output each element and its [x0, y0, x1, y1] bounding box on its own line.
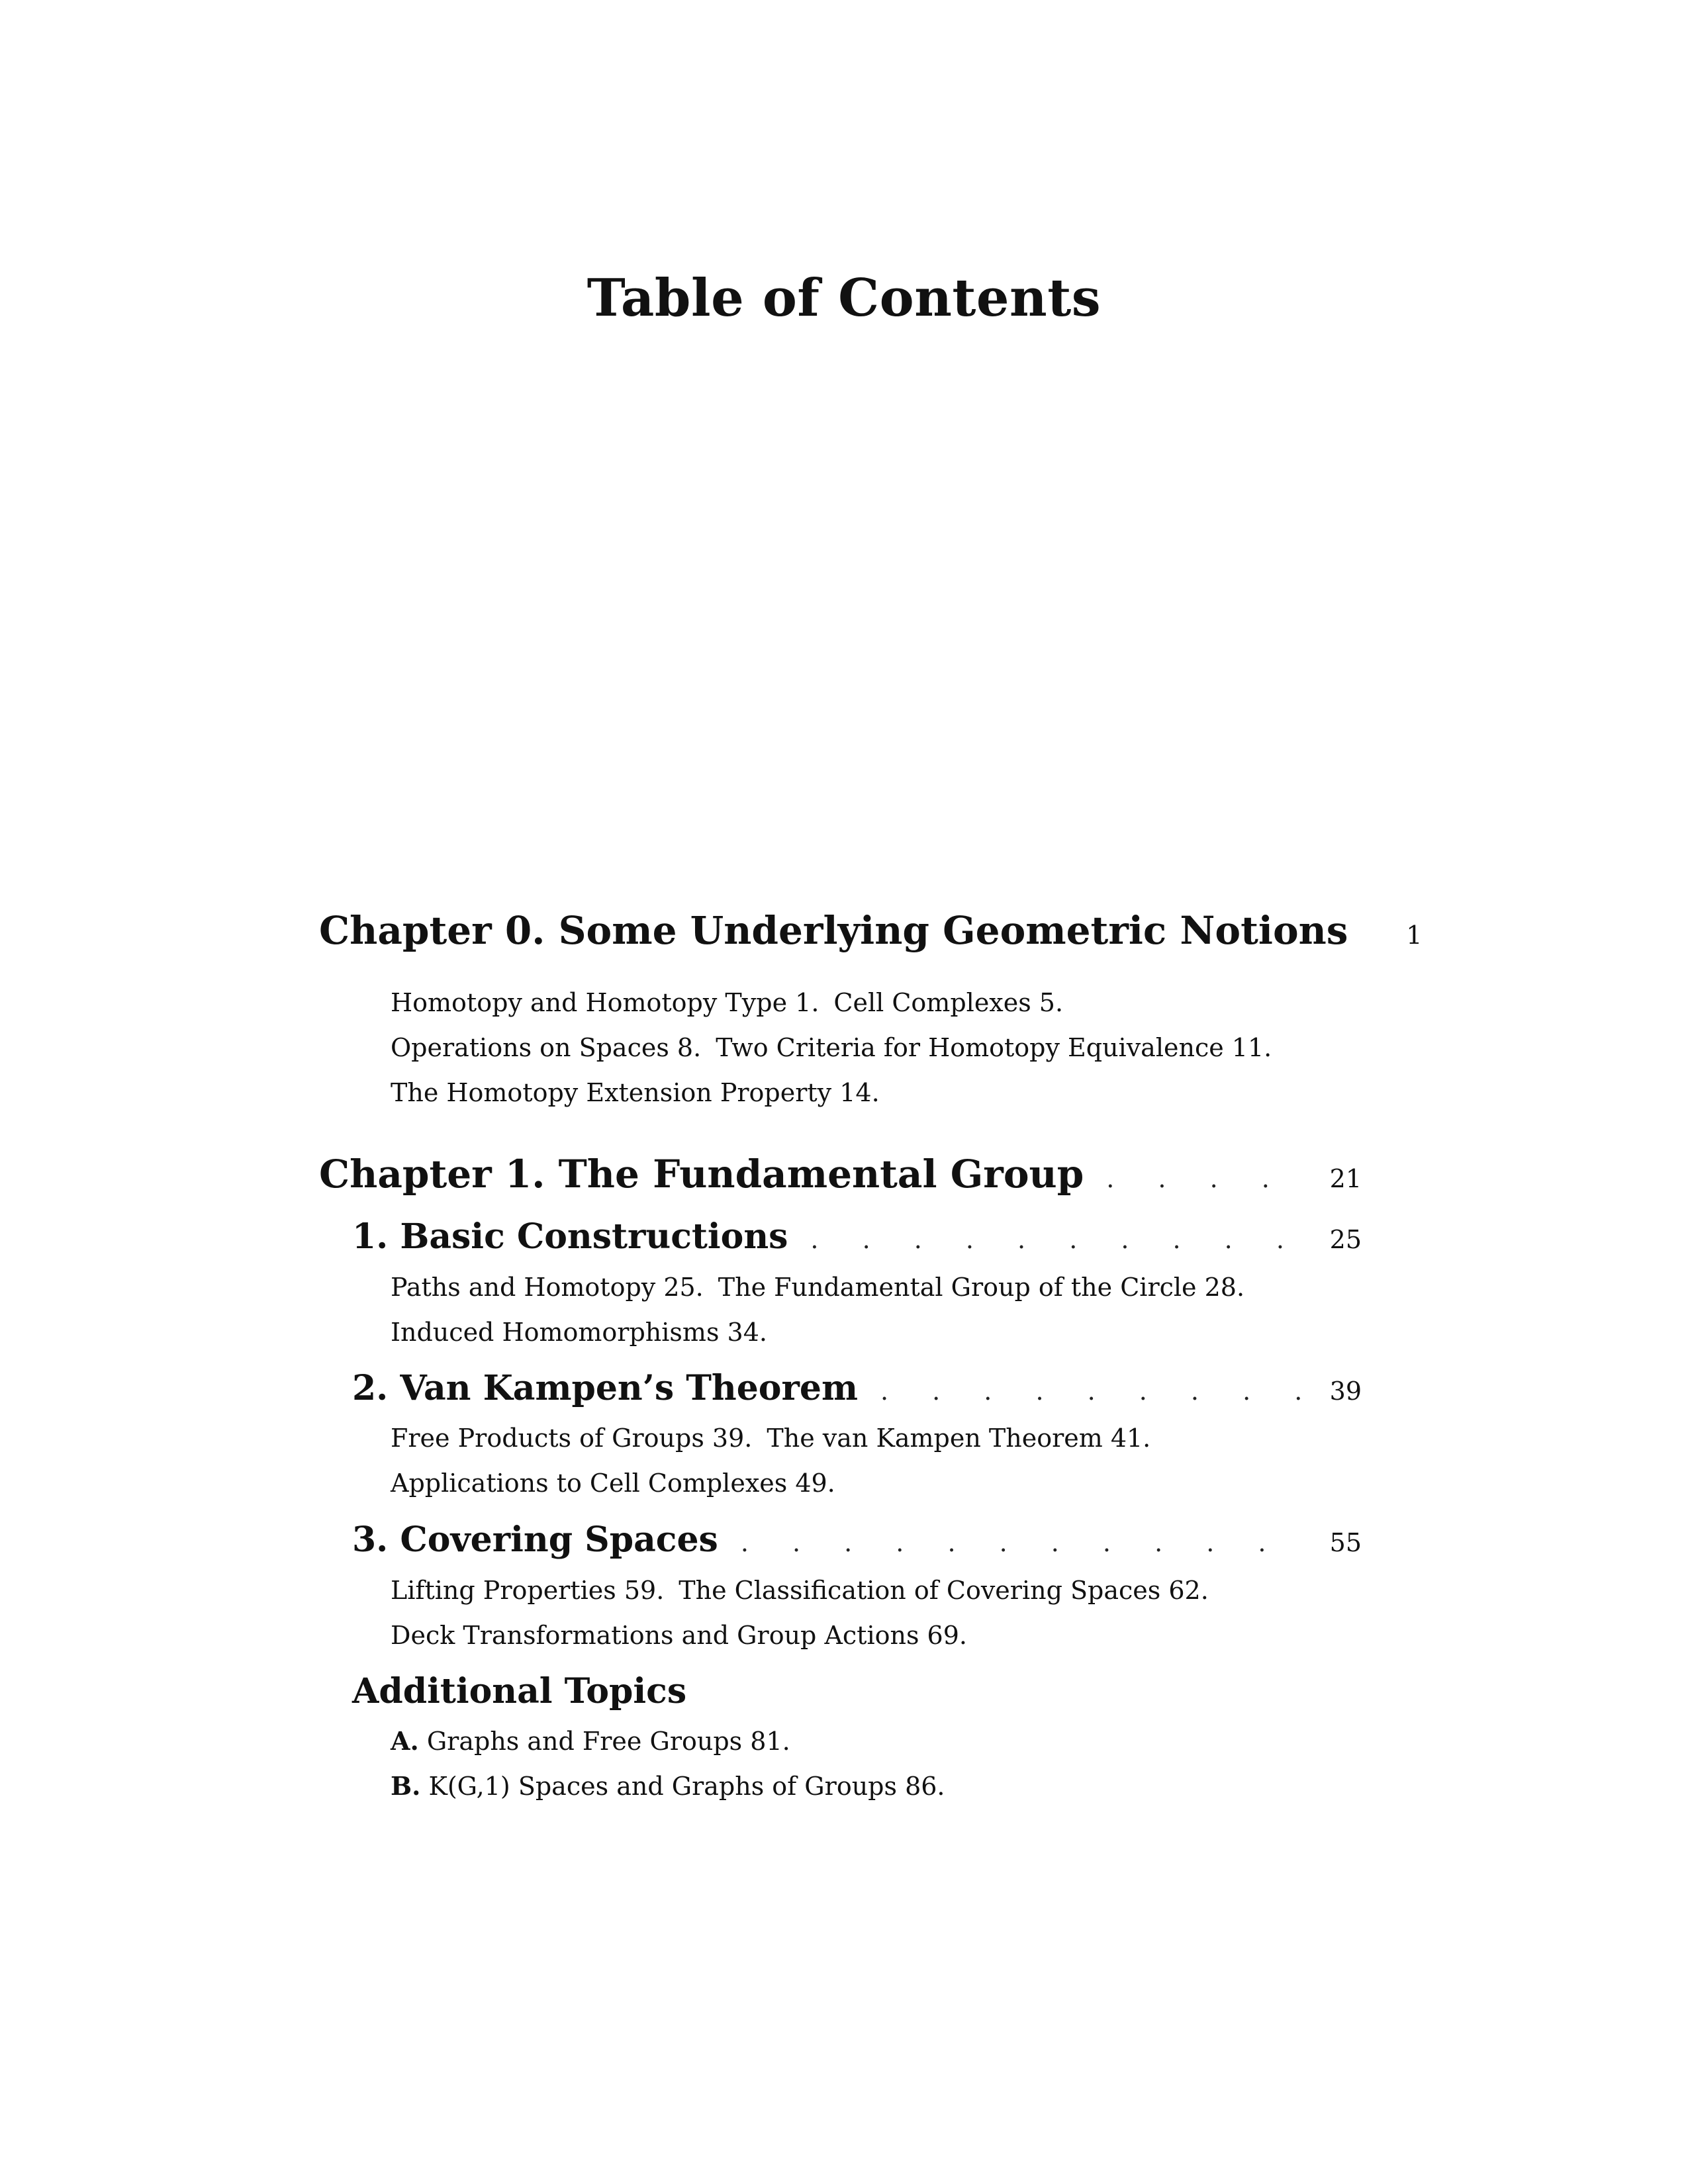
topic-entry: Homotopy and Homotopy Type 1.	[391, 988, 820, 1017]
page-number: 55	[1329, 1528, 1362, 1557]
topic-entry: The Classification of Covering Spaces 62.	[679, 1576, 1209, 1605]
topic-line	[391, 1578, 1209, 1603]
section-title: 3. Covering Spaces	[352, 1520, 718, 1560]
additional-topics-heading: Additional Topics	[352, 1671, 687, 1711]
topic-line	[391, 1035, 1272, 1060]
appendix-letter: A.	[391, 1726, 419, 1756]
appendix-title: K(G,1) Spaces and Graphs of Groups 86.	[428, 1772, 945, 1801]
dot-leader	[880, 1377, 1310, 1406]
topic-line	[391, 1320, 767, 1345]
topic-entry: Two Criteria for Homotopy Equivalence 11.	[716, 1033, 1272, 1062]
topic-entry: Cell Complexes 5.	[833, 988, 1064, 1017]
topic-entry: The Homotopy Extension Property 14.	[391, 1078, 880, 1107]
chapter-title: Chapter 1. The Fundamental Group	[319, 1152, 1084, 1197]
topic-entry: Free Products of Groups 39.	[391, 1424, 753, 1453]
toc-chapter-1[interactable]	[319, 1152, 1362, 1197]
appendix-entry-b[interactable]	[391, 1771, 945, 1801]
topic-line	[391, 1623, 967, 1648]
topic-line	[391, 990, 1063, 1015]
topic-entry: The Fundamental Group of the Circle 28.	[718, 1273, 1245, 1302]
topic-line	[391, 1471, 835, 1496]
page-number: 39	[1329, 1377, 1362, 1406]
toc-section-2[interactable]	[352, 1368, 1362, 1408]
topic-entry: Induced Homomorphisms 34.	[391, 1318, 767, 1347]
page-number: 25	[1329, 1225, 1362, 1254]
page-number: 1	[1406, 921, 1423, 950]
appendix-title: Graphs and Free Groups 81.	[426, 1727, 790, 1756]
topic-line	[391, 1275, 1244, 1300]
topic-entry: Paths and Homotopy 25.	[391, 1273, 704, 1302]
topic-entry: Operations on Spaces 8.	[391, 1033, 702, 1062]
section-title: 1. Basic Constructions	[352, 1216, 788, 1257]
dot-leader	[1106, 1164, 1310, 1193]
topic-line	[391, 1426, 1150, 1451]
dot-leader	[810, 1225, 1310, 1254]
appendix-letter: B.	[391, 1771, 421, 1801]
toc-section-1[interactable]	[352, 1216, 1362, 1257]
topic-entry: Applications to Cell Complexes 49.	[391, 1469, 835, 1498]
topic-line	[391, 1080, 880, 1105]
topic-entry: The van Kampen Theorem 41.	[767, 1424, 1151, 1453]
page-number: 21	[1329, 1164, 1362, 1193]
toc-section-3[interactable]	[352, 1520, 1362, 1560]
section-title: 2. Van Kampen’s Theorem	[352, 1368, 858, 1408]
toc-chapter-0[interactable]	[319, 908, 1423, 953]
appendix-entry-a[interactable]	[391, 1726, 790, 1756]
chapter-title: Chapter 0. Some Underlying Geometric Notions	[319, 908, 1348, 953]
page-title: Table of Contents	[586, 268, 1102, 328]
topic-entry: Lifting Properties 59.	[391, 1576, 665, 1605]
topic-entry: Deck Transformations and Group Actions 69.	[391, 1621, 967, 1650]
dot-leader	[741, 1528, 1310, 1557]
